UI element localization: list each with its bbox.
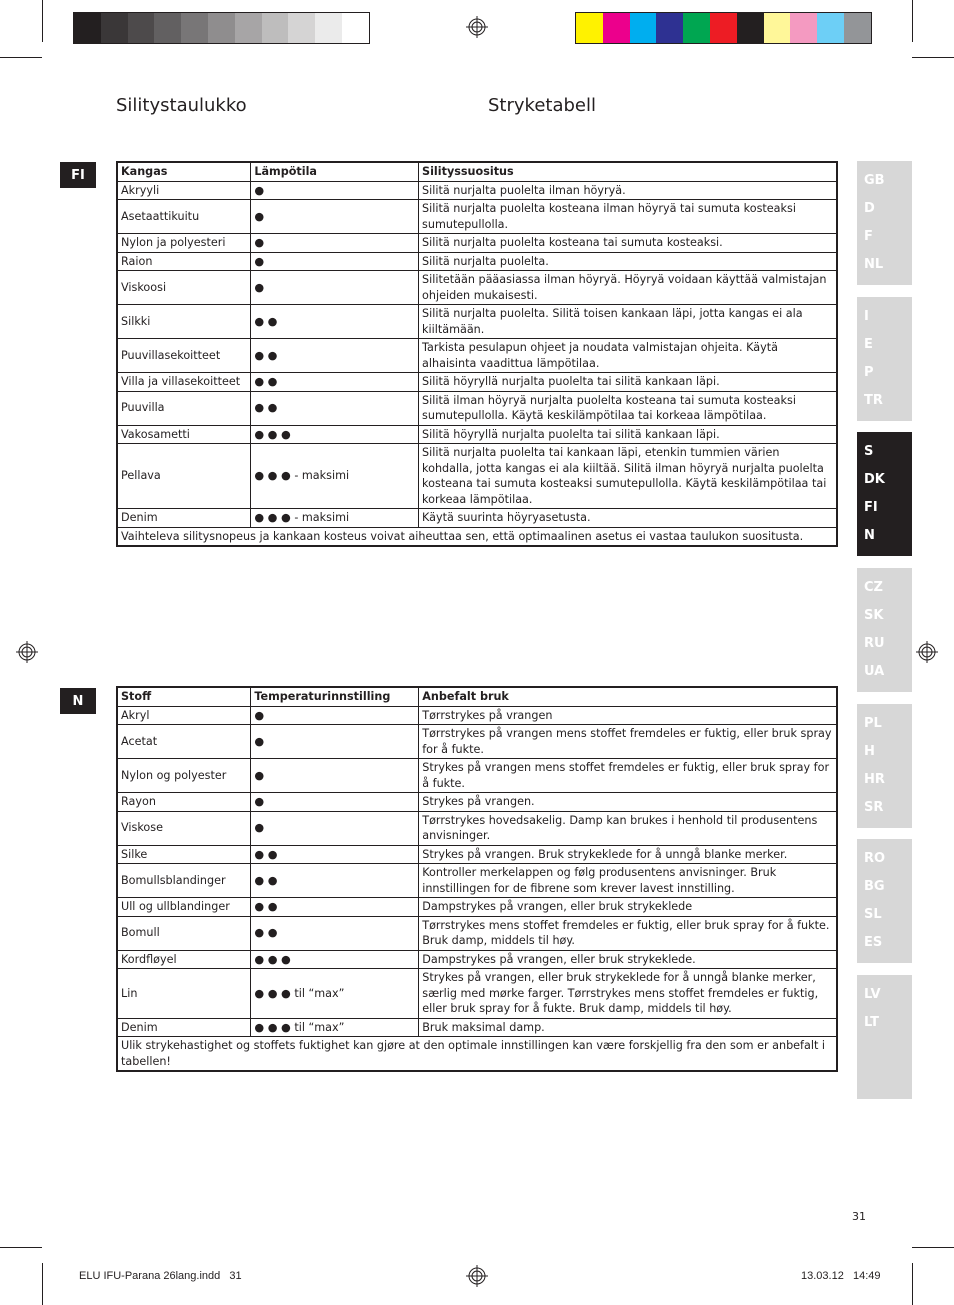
fabric-cell: Kordfløyel [117,950,251,969]
fabric-cell: Rayon [117,793,251,812]
recommendation-cell: Dampstrykes på vrangen, eller bruk strykeklede [419,898,837,917]
fabric-cell: Bomull [117,916,251,950]
language-code: RO [864,851,886,866]
color-swatch [790,13,817,43]
language-code: F [864,229,873,244]
column-header: Lämpötila [251,162,419,181]
language-badge-n: N [60,688,96,714]
temperature-cell: ● ● [251,391,419,425]
language-code: HR [864,772,885,787]
ironing-table-n [116,686,838,1072]
table-row [117,391,837,425]
color-swatch [101,13,128,43]
color-swatch [315,13,342,43]
fabric-cell: Viskoosi [117,271,251,305]
language-code: ES [864,935,883,950]
color-swatch [603,13,630,43]
color-swatch [683,13,710,43]
language-code: NL [864,257,884,272]
temperature-cell: ● ● ● [251,950,419,969]
color-swatch [737,13,764,43]
table-row [117,898,837,917]
footer-file-name: ELU IFU-Parana 26lang.indd 31 [79,1270,242,1282]
language-code: SK [864,608,884,623]
temperature-cell: ● ● [251,898,419,917]
temperature-cell: ● ● ● til “max” [251,969,419,1019]
crop-mark [912,57,954,58]
fabric-cell: Vakosametti [117,425,251,444]
crop-mark [42,0,43,42]
table-row [117,916,837,950]
recommendation-cell: Silitä ilman höyryä nurjalta puolelta kosteana tai sumuta kosteaksi sumutepullolla. Käytä keskilämpötilaa tai korkeaa lämpötilaa. [419,391,837,425]
table-header-row [117,687,837,706]
footer-date: 13.03.12 14:49 [801,1270,881,1282]
language-code: RU [864,636,885,651]
table-row [117,1018,837,1037]
temperature-cell: ● [251,200,419,234]
temperature-cell: ● ● [251,305,419,339]
language-code: CZ [864,580,883,595]
table-row [117,509,837,528]
registration-mark-icon [466,1265,488,1287]
language-code: I [864,309,869,324]
column-header: Temperaturinnstilling [251,687,419,706]
page-number: 31 [852,1210,866,1223]
fabric-cell: Puuvillasekoitteet [117,339,251,373]
temperature-cell: ● [251,271,419,305]
table-row [117,339,837,373]
table-row [117,373,837,392]
language-code: PL [864,716,882,731]
recommendation-cell: Bruk maksimal damp. [419,1018,837,1037]
table-note-row [117,1037,837,1072]
table-row [117,181,837,200]
color-swatch [710,13,737,43]
color-swatch [288,13,315,43]
table-row [117,234,837,253]
fabric-cell: Denim [117,509,251,528]
language-group [857,161,912,285]
language-code: D [864,201,875,216]
color-swatch [576,13,603,43]
color-swatch [817,13,844,43]
recommendation-cell: Silitä nurjalta puolelta ilman höyryä. [419,181,837,200]
language-code: DK [864,472,885,487]
column-header: Stoff [117,687,251,706]
recommendation-cell: Silitä höyryllä nurjalta puolelta tai silitä kankaan läpi. [419,425,837,444]
fabric-cell: Nylon ja polyesteri [117,234,251,253]
color-swatch [154,13,181,43]
fabric-cell: Akryl [117,706,251,725]
language-code: H [864,744,875,759]
process-color-bar [575,12,872,44]
column-header: Kangas [117,162,251,181]
color-swatch [235,13,262,43]
language-code: FI [864,500,878,515]
language-code: GB [864,173,885,188]
color-swatch [656,13,683,43]
fabric-cell: Denim [117,1018,251,1037]
temperature-cell: ● [251,252,419,271]
table-note: Vaihteleva silitysnopeus ja kankaan kosteus voivat aiheuttaa sen, että optimaalinen asetus ei vastaa taulukon suositusta. [117,527,837,546]
table-row [117,425,837,444]
temperature-cell: ● ● [251,916,419,950]
fabric-cell: Bomullsblandinger [117,864,251,898]
column-header: Anbefalt bruk [419,687,837,706]
color-swatch [342,13,369,43]
registration-mark-icon [916,641,938,663]
recommendation-cell: Silitä nurjalta puolelta. Silitä toisen kankaan läpi, jotta kangas ei ala kiiltämään. [419,305,837,339]
temperature-cell: ● [251,793,419,812]
table-row [117,252,837,271]
language-code: BG [864,879,885,894]
temperature-cell: ● [251,725,419,759]
recommendation-cell: Tørrstrykes på vrangen mens stoffet fremdeles er fuktig, eller bruk spray for å fukte. [419,725,837,759]
registration-mark-icon [466,16,488,38]
temperature-cell: ● ● ● [251,425,419,444]
temperature-cell: ● ● [251,339,419,373]
language-group [857,704,912,828]
registration-mark-icon [16,641,38,663]
recommendation-cell: Strykes på vrangen. Bruk strykeklede for å unngå blanke merker. [419,845,837,864]
table-row [117,950,837,969]
recommendation-cell: Silitetään pääasiassa ilman höyryä. Höyryä voidaan käyttää valmistajan ohjeiden mukaisesti. [419,271,837,305]
fabric-cell: Acetat [117,725,251,759]
table-row [117,271,837,305]
fabric-cell: Lin [117,969,251,1019]
page-title-finnish: Silitystaulukko [116,95,247,116]
temperature-cell: ● ● [251,373,419,392]
recommendation-cell: Käytä suurinta höyryasetusta. [419,509,837,528]
table-row [117,725,837,759]
temperature-cell: ● ● [251,845,419,864]
crop-mark [912,1247,954,1248]
page-title-norwegian: Stryketabell [488,95,596,116]
recommendation-cell: Silitä nurjalta puolelta kosteana tai sumuta kosteaksi. [419,234,837,253]
recommendation-cell: Strykes på vrangen mens stoffet fremdeles er fuktig, eller bruk spray for å fukte. [419,759,837,793]
recommendation-cell: Silitä nurjalta puolelta. [419,252,837,271]
table-header-row [117,162,837,181]
color-swatch [764,13,791,43]
recommendation-cell: Tørrstrykes hovedsakelig. Damp kan brukes i henhold til produsentens anvisninger. [419,811,837,845]
recommendation-cell: Tørrstrykes på vrangen [419,706,837,725]
temperature-cell: ● ● [251,864,419,898]
temperature-cell: ● [251,811,419,845]
table-row [117,811,837,845]
language-code: S [864,444,874,459]
recommendation-cell: Tarkista pesulapun ohjeet ja noudata valmistajan ohjeita. Käytä alhaisinta vaadittua lämpötilaa. [419,339,837,373]
recommendation-cell: Strykes på vrangen. [419,793,837,812]
table-row [117,793,837,812]
recommendation-cell: Silitä höyryllä nurjalta puolelta tai silitä kankaan läpi. [419,373,837,392]
crop-mark [42,1263,43,1305]
recommendation-cell: Tørrstrykes mens stoffet fremdeles er fuktig, eller bruk spray for å fukte. Bruk damp, middels til høy. [419,916,837,950]
language-code: P [864,365,874,380]
column-header: Silityssuositus [419,162,837,181]
recommendation-cell: Kontroller merkelappen og følg produsentens anvisninger. Bruk innstillingen for de fibrene som krever lavest innstilling. [419,864,837,898]
table-row [117,864,837,898]
language-code: LT [864,1015,879,1030]
temperature-cell: ● [251,181,419,200]
fabric-cell: Asetaattikuitu [117,200,251,234]
language-group [857,297,912,421]
language-group [857,839,912,963]
fabric-cell: Villa ja villasekoitteet [117,373,251,392]
crop-mark [0,57,42,58]
fabric-cell: Viskose [117,811,251,845]
recommendation-cell: Dampstrykes på vrangen, eller bruk strykeklede. [419,950,837,969]
table-note: Ulik strykehastighet og stoffets fuktighet kan gjøre at den optimale innstillingen kan være forskjellig fra den som er anbefalt i tabellen! [117,1037,837,1072]
color-swatch [208,13,235,43]
color-swatch [181,13,208,43]
table-row [117,706,837,725]
color-swatch [844,13,871,43]
recommendation-cell: Silitä nurjalta puolelta tai kankaan läpi, etenkin tummien värien kohdalla, jotta kangas ei ala kiiltää. Silitä ilman höyryä nurjalta puolelta kosteana tai sumuta kosteaksi sumutepullolla. Käytä keskilämpötilaa tai korkeaa lämpötilaa. [419,444,837,509]
table-note-row [117,527,837,546]
recommendation-cell: Silitä nurjalta puolelta kosteana ilman höyryä tai sumuta kosteaksi sumutepullolla. [419,200,837,234]
language-code: SL [864,907,882,922]
language-code: LV [864,987,881,1002]
table-row [117,845,837,864]
temperature-cell: ● [251,706,419,725]
language-code: SR [864,800,884,815]
language-code: UA [864,664,885,679]
fabric-cell: Silke [117,845,251,864]
crop-mark [912,0,913,42]
table-row [117,305,837,339]
language-group [857,568,912,692]
crop-mark [0,1247,42,1248]
fabric-cell: Pellava [117,444,251,509]
language-group [857,975,912,1099]
fabric-cell: Ull og ullblandinger [117,898,251,917]
ironing-table-fi [116,161,838,547]
fabric-cell: Puuvilla [117,391,251,425]
fabric-cell: Nylon og polyester [117,759,251,793]
fabric-cell: Silkki [117,305,251,339]
table-row [117,759,837,793]
language-code: E [864,337,873,352]
temperature-cell: ● ● ● - maksimi [251,509,419,528]
table-row [117,969,837,1019]
fabric-cell: Akryyli [117,181,251,200]
table-row [117,444,837,509]
color-swatch [128,13,155,43]
crop-mark [912,1263,913,1305]
language-code: TR [864,393,883,408]
temperature-cell: ● ● ● - maksimi [251,444,419,509]
temperature-cell: ● ● ● til “max” [251,1018,419,1037]
language-group [857,432,912,556]
color-swatch [74,13,101,43]
recommendation-cell: Strykes på vrangen, eller bruk strykeklede for å unngå blanke merker, særlig med mørke farger. Tørrstrykes mens stoffet fremdeles er fuktig, eller bruk spray for å fukte. Bruk damp, middels til høy. [419,969,837,1019]
color-swatch [630,13,657,43]
grayscale-color-bar [73,12,370,44]
temperature-cell: ● [251,759,419,793]
color-swatch [262,13,289,43]
fabric-cell: Raion [117,252,251,271]
temperature-cell: ● [251,234,419,253]
language-badge-fi: FI [60,162,96,188]
language-code: N [864,528,875,543]
table-row [117,200,837,234]
